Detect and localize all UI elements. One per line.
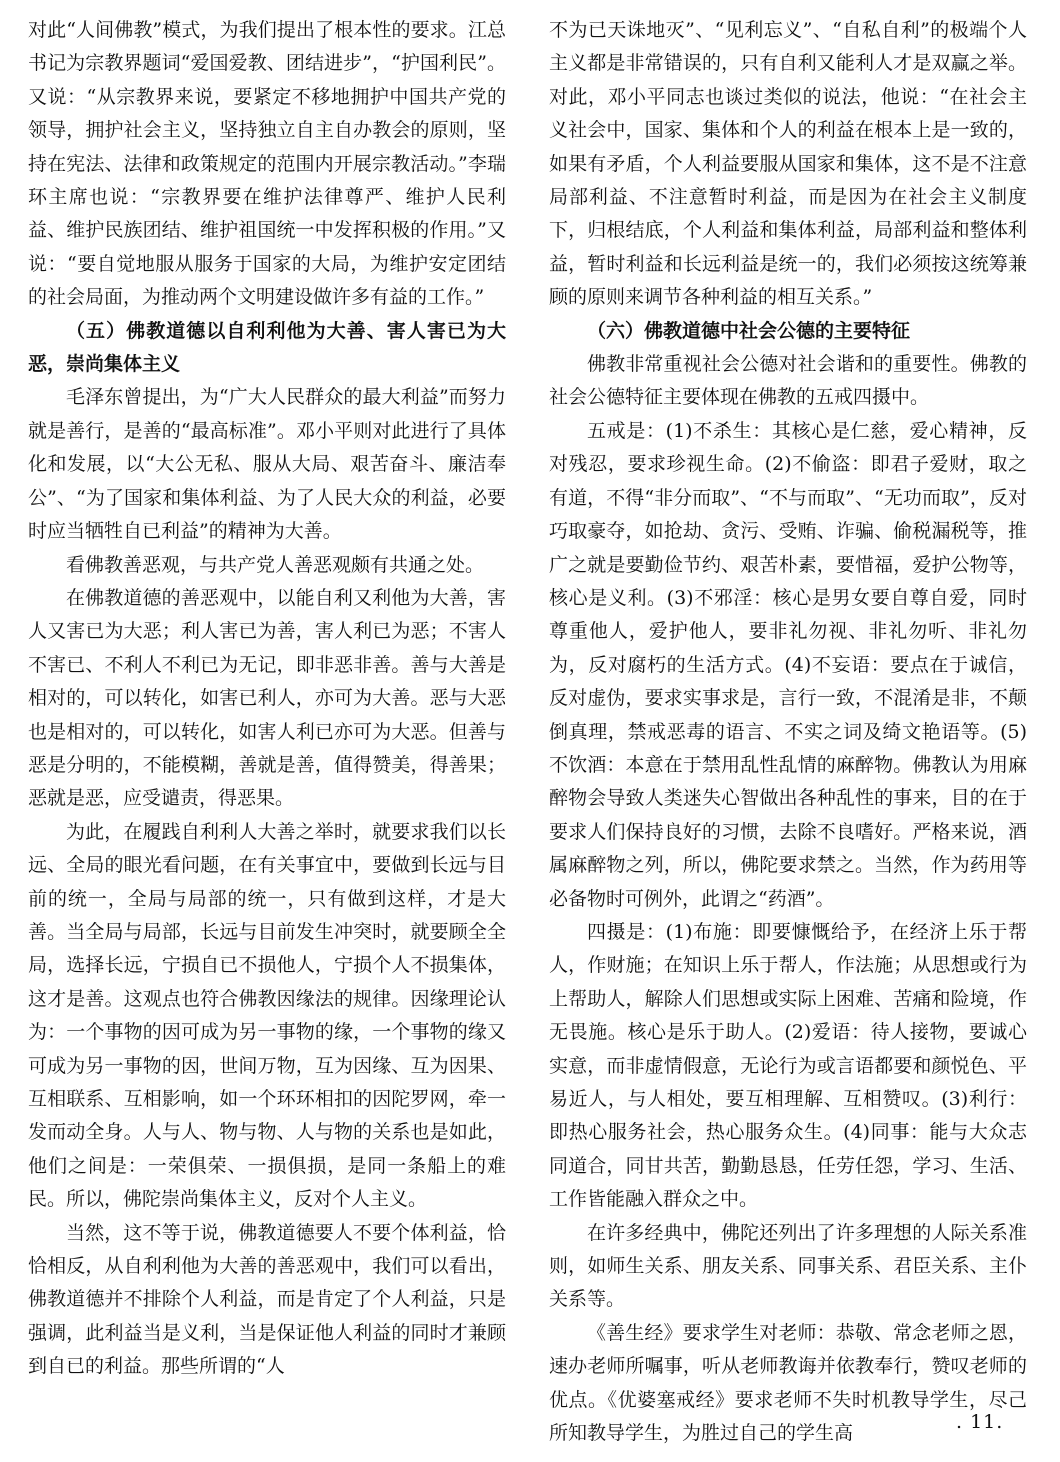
paragraph: 当然，这不等于说，佛教道德要人不要个体利益，恰恰相反，从自利利他为大善的善恶观中，我们可以看出，佛教道德并不排除个人利益，而是肯定了个人利益，只是强调，此利益当是义利，当是保证他人利益的同时才兼顾到自已的利益。那些所谓的“人: [28, 1221, 506, 1378]
section-heading: （六）佛教道德中社会公德的主要特征: [587, 319, 911, 342]
page-number: . 11.: [956, 1411, 1004, 1433]
paragraph: 四摄是：(1)布施：即要慷慨给予，在经济上乐于帮人，作财施；在知识上乐于帮人，作法施；从思想或行为上帮助人，解除人们思想或实际上困难、苦痛和险境，作无畏施。核心是乐于助人。(2)爱语：待人接物，要诚心实意，而非虚情假意，无论行为或言语都要和颜悦色、平易近人，与人相处，要互相理解、互相赞叹。(3)利行：即热心服务社会，热心服务众生。(4)同事：能与大众志同道合，同甘共苦，勤勤恳恳，任劳任怨，学习、生活、工作皆能融入群众之中。: [549, 920, 1027, 1211]
paragraph: 不为已天诛地灭”、“见利忘义”、“自私自利”的极端个人主义都是非常错误的，只有自利又能利人才是双赢之举。对此，邓小平同志也谈过类似的说法，他说：“在社会主义社会中，国家、集体和个人的利益在根本上是一致的，如果有矛盾，个人利益要服从国家和集体，这不是不注意局部利益、不注意暂时利益，而是因为在社会主义制度下，归根结底，个人利益和集体利益，局部利益和整体利益，暂时利益和长远利益是统一的，我们必须按这统筹兼顾的原则来调节各种利益的相互关系。”: [549, 19, 1027, 309]
paragraph: 在许多经典中，佛陀还列出了许多理想的人际关系准则，如师生关系、朋友关系、同事关系、君臣关系、主仆关系等。: [549, 1221, 1027, 1311]
paragraph: 对此“人间佛教”模式，为我们提出了根本性的要求。江总书记为宗教界题词“爱国爱教、团结进步”，“护国利民”。又说：“从宗教界来说，要紧定不移地拥护中国共产党的领导，拥护社会主义，坚持独立自主自办教会的原则，坚持在宪法、法律和政策规定的范围内开展宗教活动。”李瑞环主席也说：“宗教界要在维护法律尊严、维护人民利益、维护民族团结、维护祖国统一中发挥积极的作用。”又说：“要自觉地服从服务于国家的大局，为维护安定团结的社会局面，为推动两个文明建设做许多有益的工作。”: [28, 19, 506, 309]
paragraph: 五戒是：(1)不杀生：其核心是仁慈，爱心精神，反对残忍，要求珍视生命。(2)不偷盗：即君子爱财，取之有道，不得“非分而取”、“不与而取”、“无功而取”，反对巧取豪夺，如抢劫、贪污、受贿、诈骗、偷税漏税等，推广之就是要勤俭节约、艰苦朴素，要惜福，爱护公物等，核心是义利。(3)不邪淫：核心是男女要自尊自爱，同时尊重他人，爱护他人，要非礼勿视、非礼勿听、非礼勿为，反对腐朽的生活方式。(4)不妄语：要点在于诚信，反对虚伪，要求实事求是，言行一致，不混淆是非，不颠倒真理，禁戒恶毒的语言、不实之词及绮文艳语等。(5)不饮酒：本意在于禁用乱性乱情的麻醉物。佛教认为用麻醉物会导致人类迷失心智做出各种乱性的事来，目的在于要求人们保持良好的习惯，去除不良嗜好。严格来说，酒属麻醉物之列，所以，佛陀要求禁之。当然，作为药用等必备物时可例外，此谓之“药酒”。: [549, 419, 1027, 910]
paragraph: 《善生经》要求学生对老师：恭敬、常念老师之恩，速办老师所嘱事，听从老师教诲并依教奉行，赞叹老师的优点。《优婆塞戒经》要求老师不失时机教导学生，尽己所知教导学生，为胜过自己的学生高: [549, 1321, 1027, 1445]
paragraph: 看佛教善恶观，与共产党人善恶观颇有共通之处。: [66, 553, 485, 576]
paragraph: 佛教非常重视社会公德对社会谐和的重要性。佛教的社会公德特征主要体现在佛教的五戒四摄中。: [549, 353, 1027, 409]
section-heading: （五）佛教道德以自利利他为大善、害人害已为大恶，崇尚集体主义: [28, 319, 506, 376]
paragraph: 在佛教道德的善恶观中，以能自利又利他为大善，害人又害已为大恶；利人害已为善，害人利已为恶；不害人不害已、不利人不利已为无记，即非恶非善。善与大善是相对的，可以转化，如害已利人，亦可为大善。恶与大恶也是相对的，可以转化，如害人利已亦可为大恶。但善与恶是分明的，不能模糊，善就是善，值得赞美，得善果；恶就是恶，应受谴责，得恶果。: [28, 586, 506, 810]
right-column: [549, 14, 1027, 1450]
paragraph: 为此，在履践自利利人大善之举时，就要求我们以长远、全局的眼光看问题，在有关事宜中，要做到长远与目前的统一，全局与局部的统一，只有做到这样，才是大善。当全局与局部，长远与目前发生冲突时，就要顾全全局，选择长远，宁损自已不损他人，宁损个人不损集体，这才是善。这观点也符合佛教因缘法的规律。因缘理论认为：一个事物的因可成为另一事物的缘，一个事物的缘又可成为另一事物的因，世间万物，互为因缘、互为因果、互相联系、互相影响，如一个环环相扣的因陀罗网，牵一发而动全身。人与人、物与物、人与物的关系也是如此，他们之间是：一荣俱荣、一损俱损，是同一条船上的难民。所以，佛陀崇尚集体主义，反对个人主义。: [28, 820, 506, 1211]
left-column: [28, 14, 506, 1384]
paragraph: 毛泽东曾提出，为“广大人民群众的最大利益”而努力就是善行，是善的“最高标准”。邓小平则对此进行了具体化和发展，以“大公无私、服从大局、艰苦奋斗、廉洁奉公”、“为了国家和集体利益、为了人民大众的利益，必要时应当牺牲自已利益”的精神为大善。: [28, 386, 506, 543]
